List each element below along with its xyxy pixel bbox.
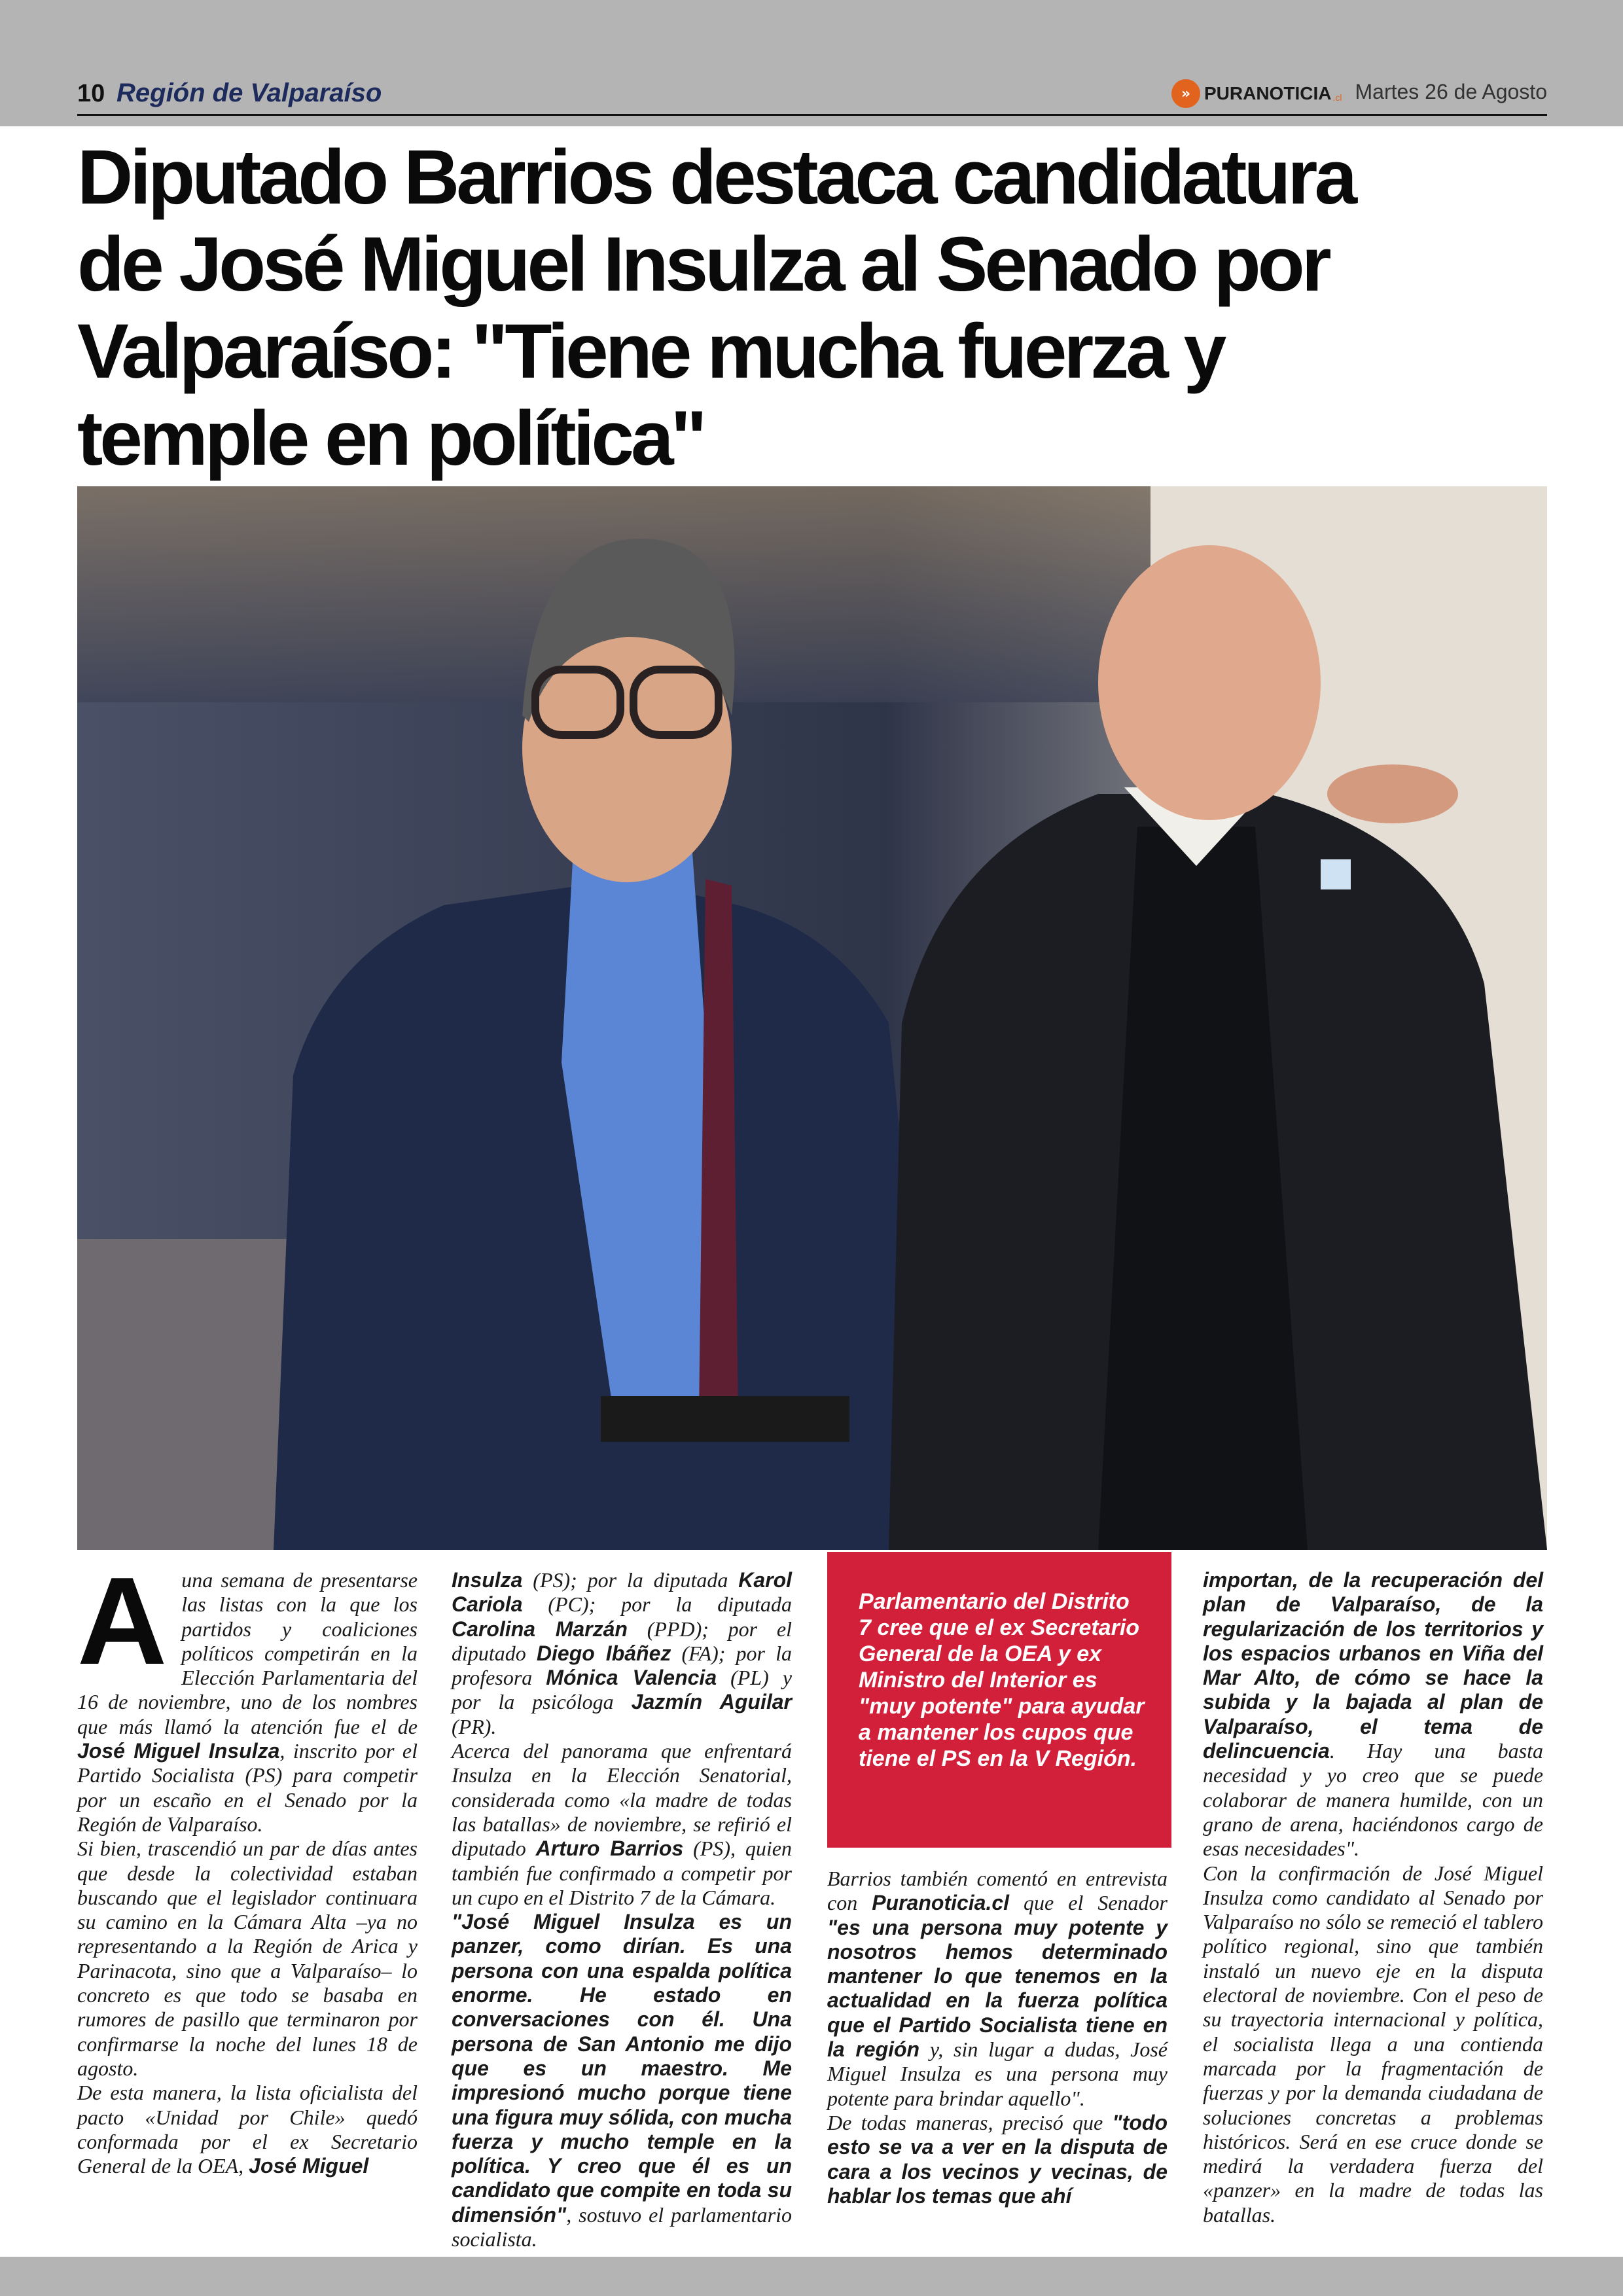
text: Acerca del panorama que enfrentará Insulza en la Elección Senatorial, considerada como «la madre de todas las batallas» de noviembre, se refirió el diputado [452, 1739, 792, 1861]
paragraph [827, 1867, 1168, 2111]
paragraph [827, 2111, 1168, 2208]
text: De todas maneras, precisó que [827, 2110, 1113, 2134]
article-photo [77, 486, 1547, 1550]
headline-line-4: temple en política" [77, 395, 704, 482]
name-highlight: Diego Ibáñez [536, 1641, 671, 1665]
logo-suffix: .cl [1332, 92, 1342, 103]
quote-highlight: "José Miguel Insulza es un panzer, como dirían. Es una persona con una espalda política enorme. He estado en conversaciones con él. Una persona de San Antonio me dijo que es un maestro. Me impresionó mucho porque tiene una figura muy sólida, con mucha fuerza y mucho temple en la política. Y creo que él es un candidato que compite en toda su dimensión" [452, 1910, 792, 2227]
section-title: Región de Valparaíso [116, 79, 382, 107]
pull-quote-text: Parlamentario del Distrito 7 cree que el ex Secretario General de la OEA y ex Ministro del Interior es "muy potente" para ayudar a mantener los cupos que tiene el PS en la V Región. [859, 1589, 1145, 1771]
paragraph [1203, 1568, 1543, 1861]
paragraph [452, 1568, 792, 1739]
name-highlight: Mónica Valencia [546, 1666, 717, 1690]
text: que el Senador [1009, 1891, 1168, 1915]
puranoticia-logo [1171, 77, 1342, 110]
text: (PC); por la diputada [522, 1592, 792, 1617]
article-headline [77, 134, 1547, 482]
text: (PR). [452, 1714, 497, 1738]
headline-line-3: Valparaíso: "Tiene mucha fuerza y [77, 308, 1224, 395]
text: Barrios también comentó en entrevista con [827, 1867, 1168, 1915]
paragraph: Si bien, trascendió un par de días antes que desde la colectividad estaban buscando que el legislador continuara su camino en la Cámara Alta –ya no representando a la Región de Arica y Parinacota, sino que a Valparaíso– lo concreto es que todo se basaba en rumores de pasillo que terminaron por confirmarse la noche del lunes 18 de agosto. [77, 1837, 418, 2080]
headline-line-2: de José Miguel Insulza al Senado por [77, 221, 1329, 308]
paragraph: Con la confirmación de José Miguel Insulza como candidato al Senado por Valparaíso no sólo se remeció el tablero político regional, sino que también instaló un nuevo eje en la disputa electoral de noviembre. Con el peso de su trayectoria internacional y política, el socialista llega a una contienda marcada por la fragmentación de fuerzas y por la demanda ciudadana de soluciones concretas a problemas históricos. Será en ese cruce donde se medirá la verdadera fuerza del «panzer» en la madre de todas las batallas. [1203, 1861, 1543, 2227]
text: (PS); por la diputada [522, 1568, 739, 1592]
text: De esta manera, la lista oficialista del pacto «Unidad por Chile» quedó conformada por el ex Secretario General de la OEA, [77, 2081, 418, 2178]
pull-quote-box [827, 1552, 1171, 1848]
paragraph [77, 2081, 418, 2178]
quote-highlight: "todo esto se va a ver en la disputa de cara a los vecinos y vecinas, de hablar los temas que ahí [827, 2110, 1168, 2208]
name-highlight: Jazmín Aguilar [631, 1690, 793, 1714]
drop-cap: A [77, 1552, 168, 1691]
header-divider [77, 114, 1547, 116]
text: (PS), quien también fue confirmado a competir por un cupo en el Distrito 7 de la Cámara. [452, 1837, 792, 1909]
name-highlight: Carolina Marzán [452, 1617, 628, 1641]
page-header [77, 71, 1547, 115]
logo-text: PURANOTICIA [1204, 83, 1332, 103]
name-highlight: José Miguel Insulza [77, 1739, 280, 1763]
text: (PL) y por la psicóloga [452, 1666, 793, 1714]
logo-chevrons-icon: » [1171, 79, 1200, 108]
paragraph [452, 1739, 792, 1910]
text: (PPD); por el diputado [452, 1617, 793, 1665]
quote-highlight: importan, de la recuperación del plan de Valparaíso, de la regularización de los territorios y los espacios urbanos en Viña del Mar Alto, de cómo se hace la subida y la bajada al plan de Valparaíso, el tema de delincuencia [1203, 1568, 1543, 1763]
name-highlight: Insulza [452, 1568, 523, 1592]
name-highlight: José Miguel [249, 2154, 369, 2178]
text: . Hay una basta necesidad y yo creo que se puede colaborar de manera humilde, con un grano de arena, haciéndonos cargo de esas necesidades". [1203, 1739, 1543, 1861]
article-column-4 [1203, 1568, 1543, 2227]
issue-date: Martes 26 de Agosto [1355, 80, 1547, 103]
text: (FA); por la profesora [452, 1641, 793, 1690]
article-column-2 [452, 1568, 792, 2251]
text: , inscrito por el Partido Socialista (PS) para competir por un escaño en el Senado por la Región de Valparaíso. [77, 1739, 418, 1836]
text: una semana de presentarse las listas con la que los partidos y coaliciones políticos competirán en la Elección Parlamentaria del 16 de noviembre, uno de los nombres que más llamó la atención fue el de [77, 1568, 418, 1738]
photo-two-men-icon [77, 486, 1547, 1550]
quote-highlight: "es una persona muy potente y nosotros hemos determinado mantener lo que tenemos en la actualidad en la fuerza política que el Partido Socialista tiene en la región [827, 1915, 1168, 2062]
article-column-1 [77, 1552, 418, 2178]
text: , sostuvo el parlamentario socialista. [452, 2202, 792, 2251]
name-highlight: Arturo Barrios [535, 1837, 684, 1861]
paragraph [452, 1910, 792, 2251]
page-number: 10 [77, 80, 105, 107]
text: y, sin lugar a dudas, José Miguel Insulza es una persona muy potente para brindar aquello". [827, 2037, 1168, 2110]
article-column-3 [827, 1867, 1168, 2208]
name-highlight: Karol Cariola [452, 1568, 792, 1617]
headline-line-1: Diputado Barrios destaca candidatura [77, 134, 1355, 221]
source-highlight: Puranoticia.cl [872, 1891, 1010, 1915]
